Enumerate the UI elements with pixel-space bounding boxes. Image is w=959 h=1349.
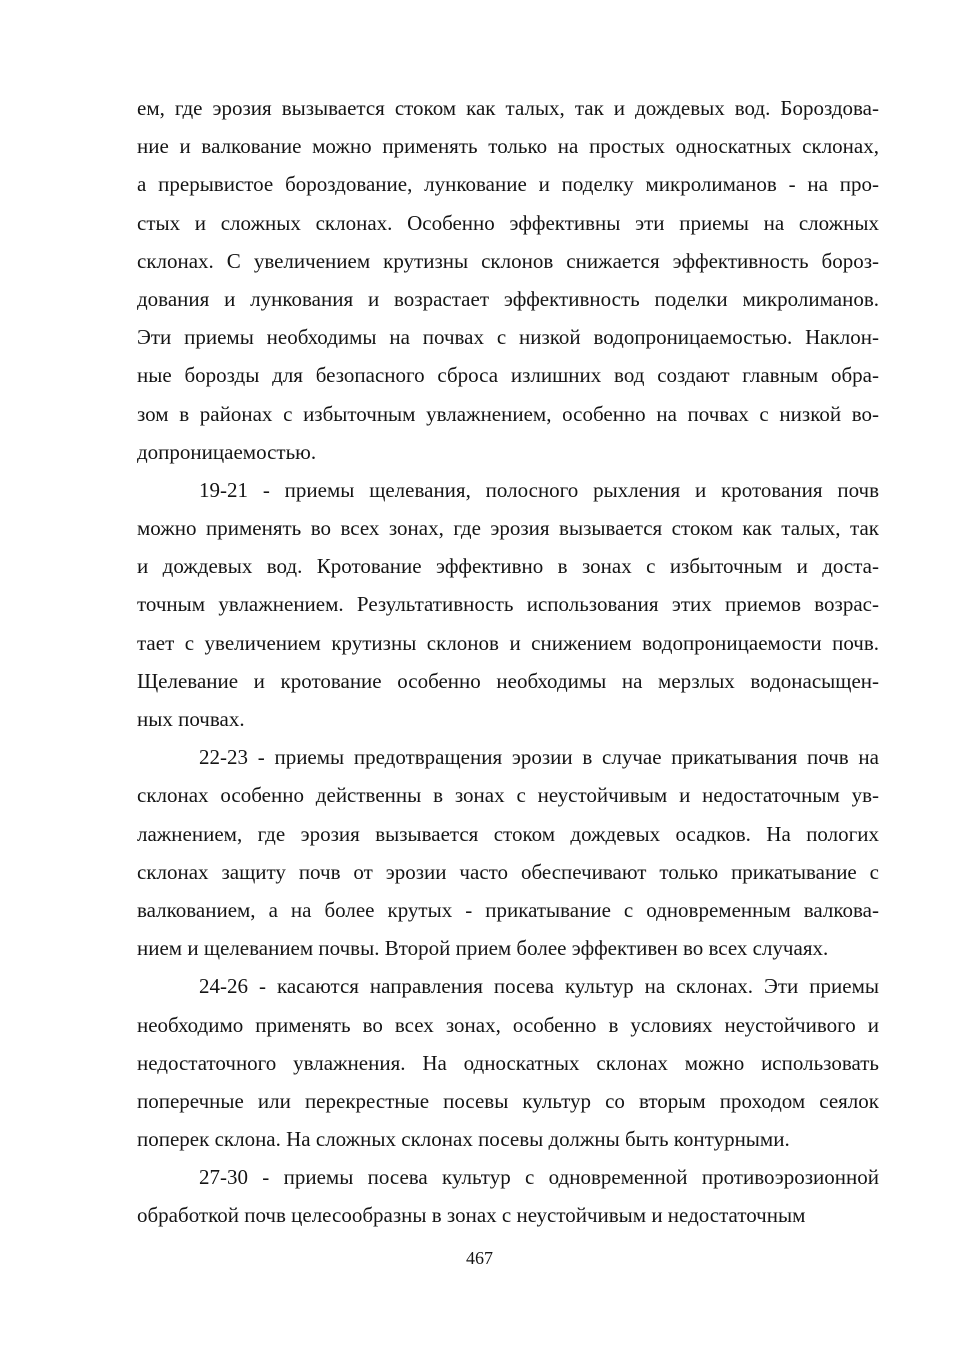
text-line: тает с увеличением крутизны склонов и снижением водопроницаемости почв. bbox=[137, 630, 879, 655]
text-line: и дождевых вод. Кротование эффективно в зонах с избыточным и доста- bbox=[137, 554, 879, 579]
text-line: ные борозды для безопасного сброса излишних вод создают главным обра- bbox=[137, 363, 879, 388]
paragraph bbox=[137, 1158, 879, 1234]
text-line: дования и лункования и возрастает эффективность поделки микролиманов. bbox=[137, 286, 879, 311]
paragraph bbox=[137, 738, 879, 967]
body-text bbox=[137, 89, 879, 1235]
text-line: склонах. С увеличением крутизны склонов снижается эффективность бороз- bbox=[137, 248, 879, 273]
text-line: Щелевание и кротование особенно необходимы на мерзлых водонасыщен- bbox=[137, 668, 879, 693]
text-line: валкованием, а на более крутых - прикатывание с одновременным валкова- bbox=[137, 897, 879, 922]
text-line: допроницаемостью. bbox=[137, 439, 317, 464]
text-line: необходимо применять во всех зонах, особенно в условиях неустойчивого и bbox=[137, 1012, 879, 1037]
text-line: склонах особенно действенны в зонах с неустойчивым и недостаточным ув- bbox=[137, 783, 879, 808]
page-number: 467 bbox=[466, 1248, 493, 1268]
text-line: ем, где эрозия вызывается стоком как талых, так и дождевых вод. Бороздова- bbox=[137, 96, 879, 120]
text-line: недостаточного увлажнения. На односкатных склонах можно использовать bbox=[137, 1050, 879, 1075]
text-line: стых и сложных склонах. Особенно эффективны эти приемы на сложных bbox=[137, 210, 879, 235]
paragraph bbox=[137, 471, 879, 738]
text-line: склонах защиту почв от эрозии часто обеспечивают только прикатывание с bbox=[137, 859, 879, 884]
text-line: поперек склона. На сложных склонах посевы должны быть контурными. bbox=[137, 1127, 790, 1152]
text-line: ние и валкование можно применять только на простых односкатных склонах, bbox=[137, 134, 879, 159]
text-line: точным увлажнением. Результативность использования этих приемов возрас- bbox=[137, 592, 879, 617]
paragraph bbox=[137, 967, 879, 1158]
text-line: а прерывистое бороздование, лункование и поделку микролиманов - на про- bbox=[137, 172, 879, 197]
paragraph bbox=[137, 89, 879, 471]
text-line: можно применять во всех зонах, где эрозия вызывается стоком как талых, так bbox=[137, 516, 879, 541]
text-line: 22-23 - приемы предотвращения эрозии в случае прикатывания почв на bbox=[199, 745, 879, 770]
text-line: ных почвах. bbox=[137, 707, 245, 731]
text-line: обработкой почв целесообразны в зонах с неустойчивым и недостаточным bbox=[137, 1203, 806, 1228]
text-line: 24-26 - касаются направления посева культур на склонах. Эти приемы bbox=[199, 974, 879, 999]
text-line: 27-30 - приемы посева культур с одновременной противоэрозионной bbox=[199, 1165, 879, 1190]
text-line: нием и щелеванием почвы. Второй прием более эффективен во всех случаях. bbox=[137, 936, 829, 961]
text-line: лажнением, где эрозия вызывается стоком дождевых осадков. На пологих bbox=[137, 821, 879, 846]
text-line: поперечные или перекрестные посевы культур со вторым проходом сеялок bbox=[137, 1088, 879, 1113]
text-line: Эти приемы необходимы на почвах с низкой водопроницаемостью. Наклон- bbox=[137, 325, 879, 350]
text-line: зом в районах с избыточным увлажнением, особенно на почвах с низкой во- bbox=[137, 401, 879, 426]
text-line: 19-21 - приемы щелевания, полосного рыхления и кротования почв bbox=[199, 477, 879, 502]
